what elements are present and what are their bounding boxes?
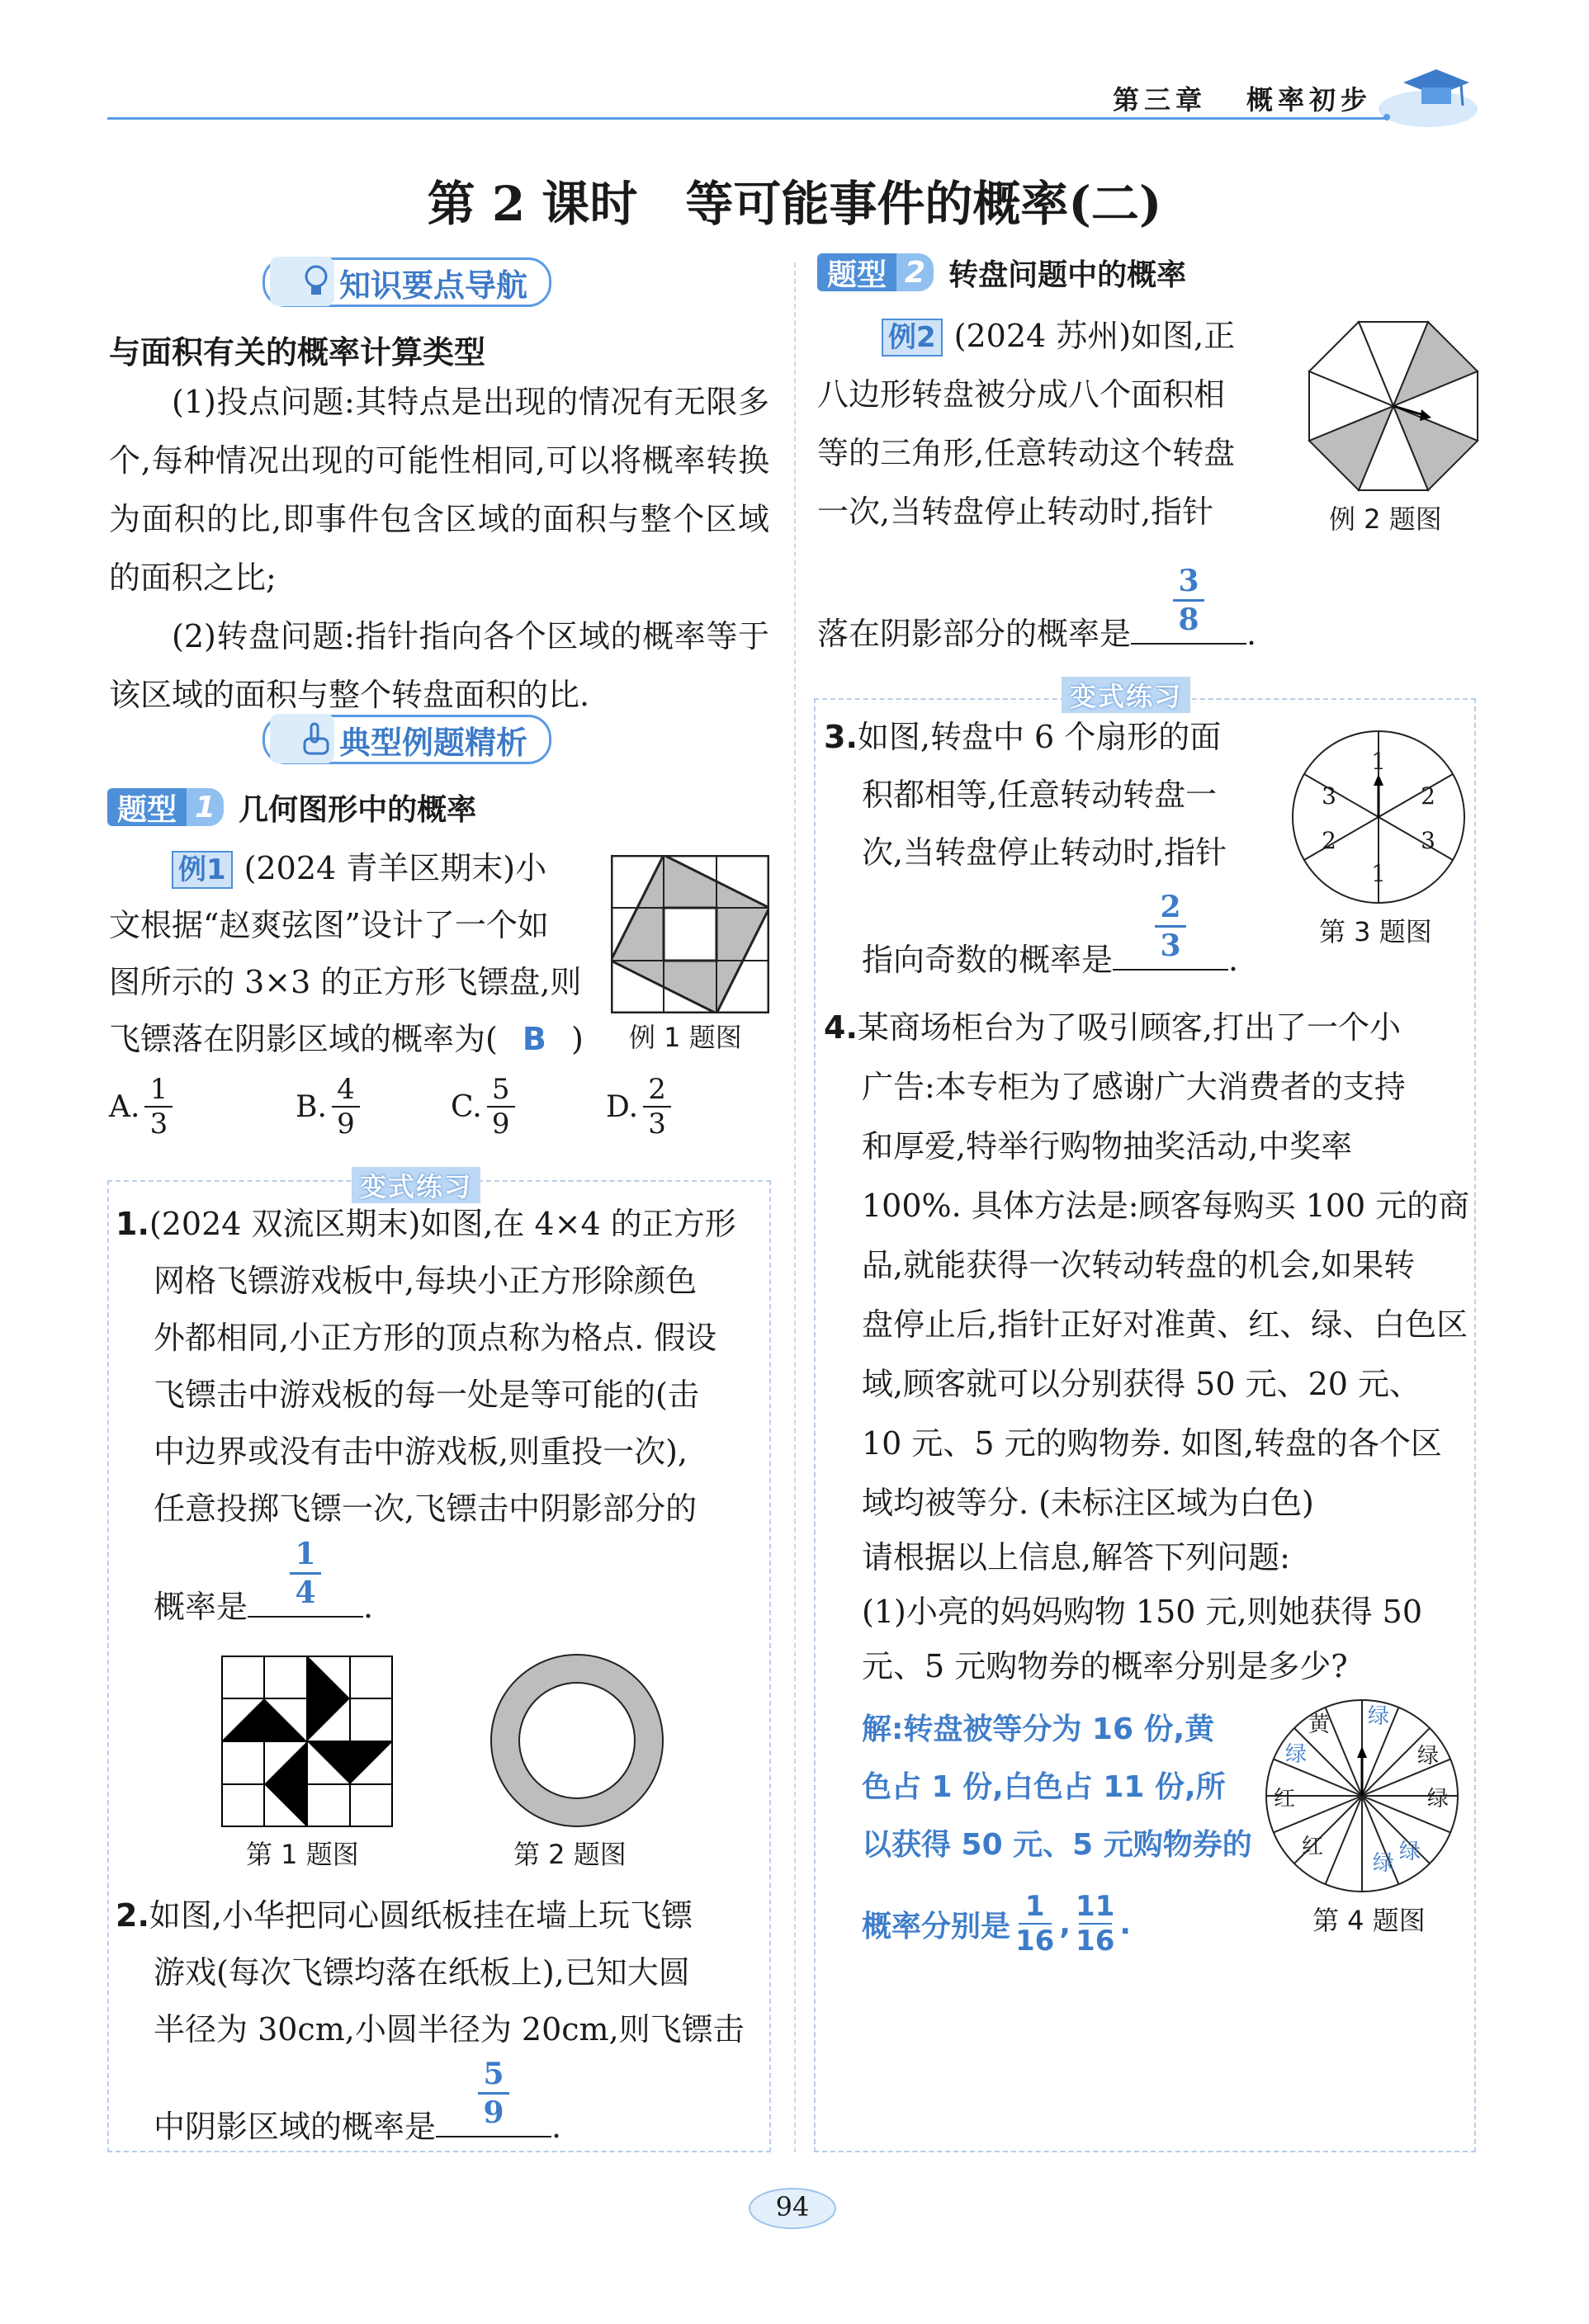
q4-line-8: 10 元、5 元的购物券. 如图,转盘的各个区	[862, 1425, 1442, 1462]
q4-frac2-den: 16	[1076, 1925, 1115, 1958]
type2-badge: 题型	[817, 253, 896, 291]
ex2-line-4: 一次,当转盘停止转动时,指针	[817, 494, 1214, 530]
q4-solution-3: 以获得 50 元、5 元购物券的	[862, 1828, 1252, 1862]
ex2-last-text: 落在阴影部分的概率是	[817, 616, 1132, 652]
ex1-label: 例1	[172, 851, 233, 889]
option-a-letter: A.	[109, 1089, 140, 1124]
q4-frac1-num: 1	[1024, 1890, 1045, 1923]
option-b-den: 9	[337, 1108, 355, 1141]
option-c-num: 5	[491, 1073, 510, 1106]
q2-answer-num: 5	[483, 2057, 504, 2091]
knowledge-p2: (2)转盘问题:指针指向各个区域的概率等于该区域的面积与整个转盘面积的比.	[109, 618, 769, 713]
lightbulb-icon	[300, 262, 333, 300]
ex2-line-1	[882, 307, 1235, 366]
q1-line-5: 中边界或没有击中游戏板,则重投一次),	[154, 1434, 688, 1470]
q1-caption: 第 1 题图	[246, 1839, 359, 1870]
ex2-answer-num: 3	[1178, 564, 1199, 598]
q1-end: .	[363, 1589, 374, 1625]
ex2-line-3: 等的三角形,任意转动这个转盘	[817, 435, 1236, 471]
q3-line-1	[824, 708, 1221, 767]
ex2-answer-blank	[1131, 564, 1246, 645]
graduation-cap-icon	[1370, 51, 1478, 134]
ex1-text-1: (2024 青羊区期末)小	[244, 850, 547, 886]
ex2-text-1: (2024 苏州)如图,正	[953, 318, 1236, 354]
q1-answer-num: 1	[295, 1537, 316, 1571]
q1-line-6: 任意投掷飞镖一次,飞镖击中阴影部分的	[154, 1490, 698, 1527]
q2-end: .	[551, 2109, 562, 2145]
option-d-num: 2	[648, 1073, 666, 1106]
q2-last-text: 中阴影区域的概率是	[154, 2109, 437, 2145]
q2-last-line	[154, 2057, 562, 2156]
ex1-options	[109, 1073, 769, 1155]
q3-sector-label: 1	[1371, 860, 1386, 887]
q4-line-6: 盘停止后,指针正好对准黄、红、绿、白色区	[862, 1306, 1468, 1343]
q3-end: .	[1228, 942, 1239, 978]
ex2-label: 例2	[882, 319, 943, 357]
q2-answer-den: 9	[483, 2095, 504, 2130]
option-a-den: 3	[149, 1108, 168, 1141]
q2-line-2: 游戏(每次飞镖均落在纸板上),已知大圆	[154, 1954, 690, 1991]
q2-number: 2.	[116, 1897, 149, 1934]
type2-number: 2	[896, 253, 934, 291]
q3-text-1: 如图,转盘中 6 个扇形的面	[857, 719, 1222, 755]
q4-frac-sep: ,	[1059, 1906, 1071, 1941]
option-c	[451, 1073, 520, 1141]
ex2-caption: 例 2 题图	[1329, 503, 1442, 535]
knowledge-subtitle: 与面积有关的概率计算类型	[109, 334, 486, 371]
ex1-text-4: 飞镖落在阴影区域的概率为(	[109, 1021, 498, 1057]
q1-number: 1.	[116, 1206, 149, 1242]
option-b-letter: B.	[296, 1089, 327, 1124]
q4-line-4: 100%. 具体方法是:顾客每购买 100 元的商	[862, 1188, 1470, 1224]
q4-line-5: 品,就能获得一次转动转盘的机会,如果转	[862, 1247, 1416, 1283]
q3-figure	[1289, 728, 1468, 906]
header-chapter: 第三章	[1113, 84, 1208, 116]
option-b-num: 4	[337, 1073, 355, 1106]
q2-line-1	[116, 1887, 693, 1945]
q4-solution-1: 解:转盘被等分为 16 份,黄	[862, 1712, 1215, 1746]
q4-solution-last-text: 概率分别是	[862, 1909, 1011, 1944]
type1-tag	[107, 787, 476, 827]
q4-frac1-den: 16	[1015, 1925, 1055, 1958]
type2-title: 转盘问题中的概率	[948, 257, 1187, 292]
option-c-letter: C.	[451, 1089, 482, 1124]
q4-line-9: 域均被等分. (未标注区域为白色)	[862, 1485, 1314, 1521]
examples-tag	[262, 715, 551, 764]
q3-sector-label: 3	[1421, 827, 1435, 854]
q4-caption: 第 4 题图	[1312, 1905, 1426, 1936]
q1-answer-blank	[248, 1537, 363, 1618]
examples-tag-label: 典型例题精析	[339, 724, 528, 761]
option-d-letter: D.	[606, 1089, 639, 1124]
option-b	[296, 1073, 365, 1141]
ex2-figure	[1303, 315, 1484, 497]
ex2-line-2: 八边形转盘被分成八个面积相	[817, 376, 1226, 413]
q3-sector-label: 2	[1322, 827, 1336, 854]
ex1-line-4	[109, 1010, 584, 1069]
q2-figure	[489, 1652, 665, 1829]
q2-text-1: 如图,小华把同心圆纸板挂在墙上玩飞镖	[149, 1897, 693, 1934]
q4-figure	[1263, 1697, 1461, 1895]
q3-sector-label: 1	[1371, 748, 1386, 775]
left-variant-label: 变式练习	[352, 1167, 480, 1203]
center-square	[664, 908, 716, 961]
q4-line-11: (1)小亮的妈妈购物 150 元,则她获得 50	[862, 1594, 1423, 1630]
option-d	[606, 1073, 676, 1141]
knowledge-p1: (1)投点问题:其特点是出现的情况有无限多个,每种情况出现的可能性相同,可以将概率转换为面积的比,即事件包含区域的面积与整个区域的面积之比;	[109, 384, 769, 596]
q2-answer-blank	[436, 2057, 551, 2137]
q4-text-1: 某商场柜台为了吸引顾客,打出了一个小	[857, 1009, 1401, 1046]
knowledge-tag	[262, 257, 551, 307]
type2-tag	[817, 253, 1186, 292]
q3-answer-den: 3	[1160, 928, 1181, 963]
q2-caption: 第 2 题图	[513, 1839, 627, 1870]
ex1-answer: B	[522, 1021, 546, 1057]
ex1-line-3: 图所示的 3×3 的正方形飞镖盘,则	[109, 964, 582, 1000]
ex1-caption: 例 1 题图	[629, 1022, 742, 1053]
q3-answer-blank	[1113, 890, 1228, 971]
q4-number: 4.	[824, 1009, 858, 1046]
q1-text-1: (2024 双流区期末)如图,在 4×4 的正方形	[149, 1206, 736, 1242]
ex2-last-line	[817, 564, 1257, 664]
option-d-den: 3	[648, 1108, 666, 1141]
page-title: 第 2 课时 等可能事件的概率(二)	[427, 176, 1162, 232]
q4-end: .	[1119, 1906, 1132, 1941]
type1-number: 1	[187, 788, 224, 826]
q3-number: 3.	[824, 719, 858, 755]
option-a	[109, 1073, 177, 1141]
ex1-line-2: 文根据“赵爽弦图”设计了一个如	[109, 907, 549, 943]
q4-label-green: 绿	[1398, 1840, 1421, 1864]
q3-last-text: 指向奇数的概率是	[862, 942, 1114, 978]
ex1-figure	[611, 855, 769, 1013]
q4-line-3: 和厚爱,特举行购物抽奖活动,中奖率	[862, 1128, 1353, 1164]
q4-label-green: 绿	[1284, 1742, 1308, 1767]
ex1-line-1	[172, 839, 546, 898]
q1-line-2: 网格飞镖游戏板中,每块小正方形除颜色	[154, 1263, 698, 1299]
q4-solution-2: 色占 1 份,白色占 11 份,所	[862, 1770, 1226, 1804]
ex1-close: )	[570, 1021, 584, 1057]
q1-line-1	[116, 1195, 736, 1254]
q1-last-line	[154, 1537, 374, 1637]
pointing-hand-icon	[300, 720, 333, 757]
q4-line-12: 元、5 元购物券的概率分别是多少?	[862, 1648, 1348, 1684]
q1-last-text: 概率是	[154, 1589, 248, 1625]
q4-label-red: 红	[1273, 1787, 1296, 1811]
column-divider	[794, 262, 796, 2152]
page-number: 94	[775, 2191, 810, 2222]
q3-sector-label: 3	[1322, 782, 1336, 810]
q4-line-7: 域,顾客就可以分别获得 50 元、20 元、	[862, 1366, 1421, 1402]
type1-badge: 题型	[107, 788, 187, 826]
q4-line-10: 请根据以上信息,解答下列问题:	[862, 1539, 1290, 1575]
header-line	[107, 117, 1428, 120]
q3-answer-num: 2	[1160, 890, 1181, 924]
option-a-num: 1	[149, 1073, 168, 1106]
q4-line-2: 广告:本专柜为了感谢广大消费者的支持	[862, 1069, 1406, 1105]
q4-label-green: 绿	[1416, 1744, 1440, 1769]
q4-label-green: 绿	[1372, 1851, 1395, 1876]
q1-answer-den: 4	[295, 1575, 316, 1610]
q4-label-yellow: 黄	[1308, 1712, 1331, 1737]
q3-line-2: 积都相等,任意转动转盘一	[862, 777, 1218, 813]
q1-line-4: 飞镖击中游戏板的每一处是等可能的(击	[154, 1377, 699, 1413]
q4-label-green: 绿	[1367, 1704, 1390, 1729]
q4-solution-4	[862, 1890, 1131, 1958]
ex2-end: .	[1246, 616, 1257, 652]
q3-sector-label: 2	[1421, 782, 1435, 810]
q4-line-1	[824, 999, 1401, 1057]
q3-caption: 第 3 题图	[1319, 916, 1432, 947]
header-topic: 概率初步	[1246, 84, 1373, 116]
right-variant-label: 变式练习	[1062, 677, 1190, 713]
q2-line-3: 半径为 30cm,小圆半径为 20cm,则飞镖击	[154, 2011, 745, 2048]
inner-circle	[519, 1683, 635, 1798]
q3-line-3: 次,当转盘停止转动时,指针	[862, 834, 1227, 871]
q4-frac2-num: 11	[1076, 1890, 1115, 1923]
q4-label-red: 红	[1301, 1835, 1324, 1859]
option-c-den: 9	[491, 1108, 510, 1141]
q4-label-green: 绿	[1426, 1787, 1449, 1811]
q1-figure	[221, 1656, 393, 1827]
q1-line-3: 外都相同,小正方形的顶点称为格点. 假设	[154, 1320, 717, 1356]
type1-title: 几何图形中的概率	[239, 792, 477, 827]
knowledge-tag-label: 知识要点导航	[339, 267, 528, 304]
ex2-answer-den: 8	[1178, 602, 1199, 637]
q3-last-line	[862, 890, 1239, 990]
